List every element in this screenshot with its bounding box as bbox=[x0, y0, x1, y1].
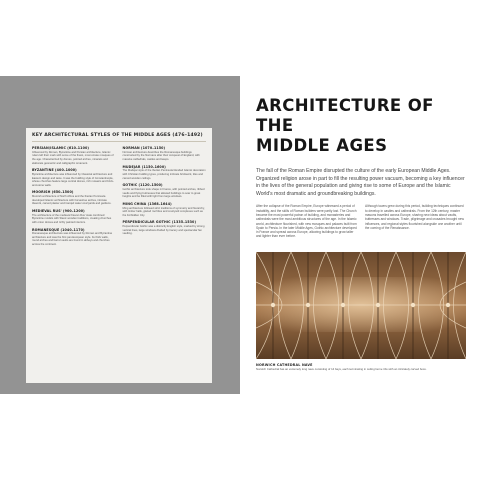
style-entry bbox=[32, 209, 116, 225]
styles-column-left bbox=[32, 146, 116, 250]
photo-caption bbox=[256, 363, 466, 372]
style-name: MOORISH (650–1500) bbox=[32, 190, 74, 195]
style-name: MUDEJAR (1150–1600) bbox=[122, 164, 166, 169]
style-description: The Mudejar style of the Iberian Peninsula blended Islamic decoration with Christian building types, producing intricate brickwork, tiles and carved wooden ceilings. bbox=[122, 169, 206, 180]
caption-text: Norwich Cathedral has an extremely long nave consisting of 14 bays, each terminating in ceiling lierne ribs with an intricately carved boss. bbox=[256, 367, 427, 371]
style-description: The architecture of the medieval Kievan Rus' state combined Byzantine models with Slavic wooden traditions, creating churches with onion domes and richly painted interiors. bbox=[32, 213, 112, 224]
style-entry bbox=[32, 190, 116, 206]
left-page-panel bbox=[0, 76, 240, 394]
style-name: NORMAN (1070–1150) bbox=[122, 146, 166, 150]
style-name: MEDIEVAL RUS' (900–1200) bbox=[32, 208, 85, 213]
heading-line-2: MIDDLE AGES bbox=[256, 136, 388, 155]
style-name: PERPENDICULAR GOTHIC (1335–1530) bbox=[122, 220, 197, 225]
styles-column-right bbox=[123, 146, 207, 250]
style-name: PERSIAN/ISLAMIC (610–1100) bbox=[32, 146, 89, 150]
style-description: Romanesque architecture was influenced by Roman and Byzantine architecture and was the first pan-European style. Its thick walls, round arches and barrel vaults are found in abbeys and churches across the continent. bbox=[32, 232, 113, 247]
style-description: Gothic architecture took shape in France, with pointed arches, ribbed vaults and flying buttresses that allowed buildings to soar to great heights and be filled with light from large windows. bbox=[122, 187, 205, 199]
heading-line-1: ARCHITECTURE OF THE bbox=[256, 96, 434, 135]
style-entry bbox=[123, 146, 207, 162]
body-text: Although towns grew during this period, building techniques continued to develop in castles and cathedrals. From the 12th century, master masons travelled across Europe, sharing new ideas about vaults, buttresses and windows. Trade, pilgrimage and crusades brought new influences, and regional styles flourished alongside one another until the coming of the Renaissance. bbox=[365, 204, 464, 230]
style-description: Influenced by Roman, Byzantine and Persian architecture, Islamic rulers left their mark with some of the finest, most ornate mosques of the age. Characterized by domes, pointed arches, minarets and elaborate geometric and calligraphic ornament. bbox=[32, 150, 114, 165]
style-name: GOTHIC (1120–1500) bbox=[122, 183, 163, 188]
cathedral-vault-photo bbox=[256, 252, 466, 359]
body-columns bbox=[256, 204, 466, 238]
page-heading bbox=[256, 96, 466, 156]
styles-box-title: KEY ARCHITECTURAL STYLES OF THE MIDDLE AGES (476–1492) bbox=[32, 133, 206, 142]
style-entry bbox=[123, 183, 207, 199]
style-name: BYZANTINE (400–1000) bbox=[32, 168, 77, 173]
style-name: MING CHINA (1368–1644) bbox=[122, 201, 172, 206]
style-description: Perpendicular Gothic was a distinctly English style, marked by strong vertical lines, large windows divided by tracery and spectacular fan vaulting. bbox=[122, 225, 205, 236]
style-entry bbox=[32, 146, 116, 165]
style-entry bbox=[32, 168, 116, 187]
styles-columns bbox=[32, 146, 206, 250]
style-entry bbox=[123, 202, 207, 218]
intro-paragraph: The fall of the Roman Empire disrupted the culture of the early European Middle Ages. Organized religion arose in part to fill the resulting power vacuum, becoming a key influencer in the lives of the general population and giving rise to some of Europe and the Islamic World's most dramatic and groundbreaking buildings. bbox=[256, 168, 465, 197]
style-entry bbox=[32, 228, 116, 247]
styles-sidebar-box bbox=[26, 128, 212, 383]
body-column-left bbox=[256, 204, 357, 238]
style-description: Ming architecture followed strict traditions of symmetry and hierarchy, with timber halls, glazed roof tiles and courtyard complexes such as the Forbidden City. bbox=[122, 206, 205, 217]
caption-title: NORWICH CATHEDRAL NAVE bbox=[256, 363, 313, 367]
body-column-right bbox=[365, 204, 466, 238]
vault-illustration bbox=[256, 252, 466, 359]
style-entry bbox=[123, 220, 207, 236]
style-description: Byzantine architecture was influenced by Classical architecture and Eastern design and taste. It was the building style of Constantinople, whose churches feature large central domes, rich mosaics and brick-and-stone walls. bbox=[32, 172, 114, 187]
style-name: ROMANESQUE (1040–1170) bbox=[32, 227, 85, 232]
right-page bbox=[256, 96, 466, 456]
style-description: Moorish architecture of North Africa and the Iberian Peninsula developed Islamic architecture with horseshoe arches, intricate tilework, carved plaster and tranquil water courtyards and gardens. bbox=[32, 195, 112, 206]
style-description: Norman architecture describes the Romanesque buildings constructed by the Normans after their conquest of England, with massive cathedrals, castles and keeps. bbox=[122, 150, 200, 161]
style-entry bbox=[123, 165, 207, 181]
body-text: After the collapse of the Roman Empire, Europe witnessed a period of instability, and the skills of Roman builders were partly lost. The Church became the most powerful patron of building, and monasteries and cathedrals were the most ambitious structures of the age. In the Islamic world, architecture flourished, with new mosques and palaces built from Spain to Persia. In the later Middle Ages, Gothic architecture developed in France and spread across Europe, allowing buildings to grow taller and lighter than ever before. bbox=[256, 204, 357, 239]
